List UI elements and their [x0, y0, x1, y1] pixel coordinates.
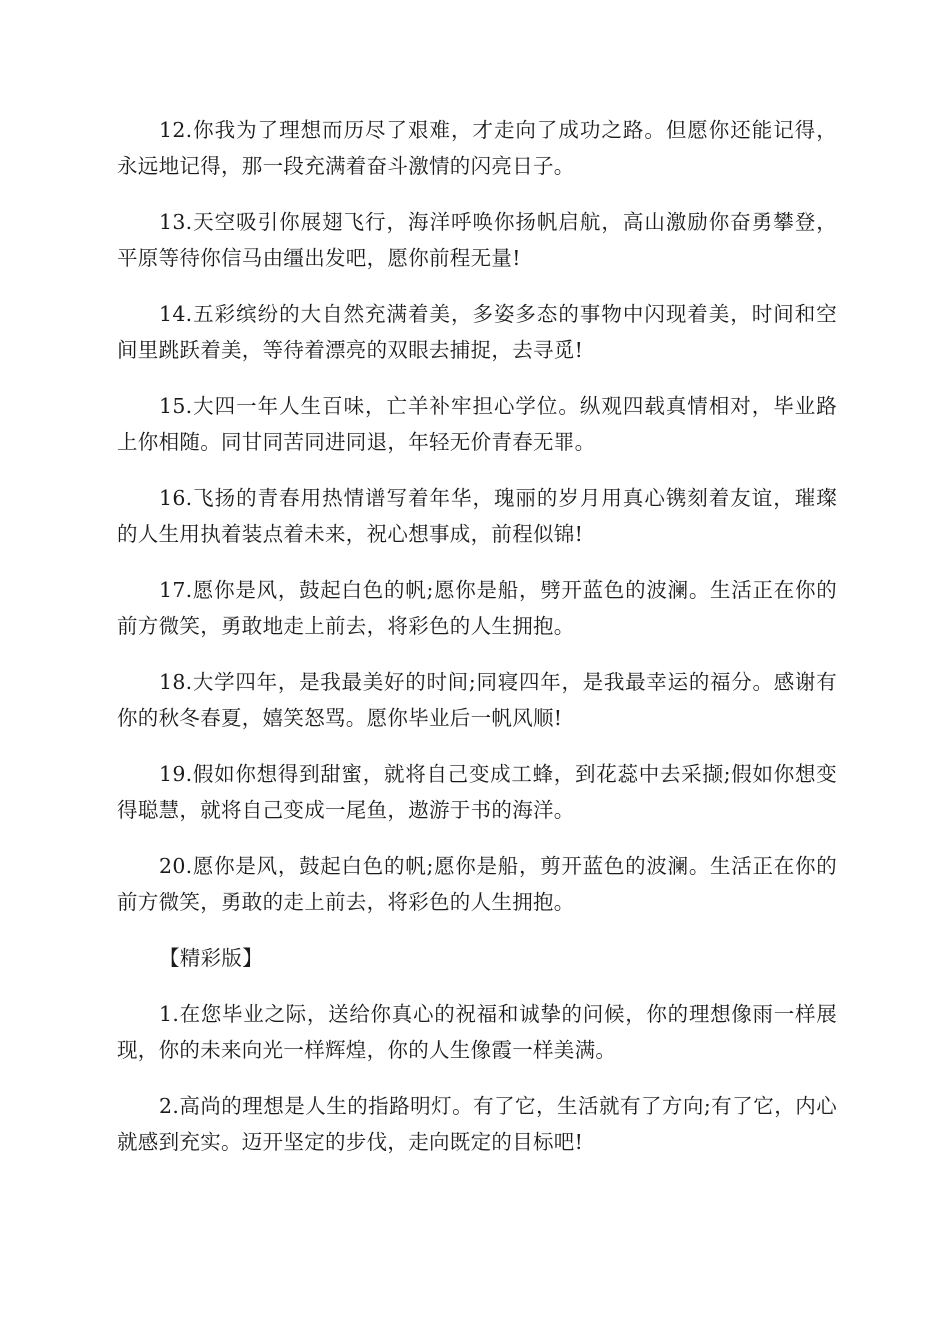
paragraph-15: 15.大四一年人生百味，亡羊补牢担心学位。纵观四载真情相对，毕业路上你相随。同甘同苦同进同退，年轻无价青春无罪。 — [117, 394, 837, 454]
paragraph-16: 16.飞扬的青春用热情谱写着年华，瑰丽的岁月用真心镌刻着友谊，璀璨的人生用执着装点着未来，祝心想事成，前程似锦! — [117, 486, 837, 546]
document-body — [117, 112, 837, 1180]
paragraph-19: 19.假如你想得到甜蜜，就将自己变成工蜂，到花蕊中去采撷;假如你想变得聪慧，就将自己变成一尾鱼，遨游于书的海洋。 — [117, 762, 837, 822]
paragraph-17: 17.愿你是风，鼓起白色的帆;愿你是船，劈开蓝色的波澜。生活正在你的前方微笑，勇敢地走上前去，将彩色的人生拥抱。 — [117, 578, 837, 638]
paragraph-12: 12.你我为了理想而历尽了艰难，才走向了成功之路。但愿你还能记得，永远地记得，那一段充满着奋斗激情的闪亮日子。 — [117, 118, 837, 178]
paragraph-18: 18.大学四年，是我最美好的时间;同寝四年，是我最幸运的福分。感谢有你的秋冬春夏，嬉笑怒骂。愿你毕业后一帆风顺! — [117, 670, 837, 730]
paragraph-2: 2.高尚的理想是人生的指路明灯。有了它，生活就有了方向;有了它，内心就感到充实。迈开坚定的步伐，走向既定的目标吧! — [117, 1094, 837, 1154]
paragraph-14: 14.五彩缤纷的大自然充满着美，多姿多态的事物中闪现着美，时间和空间里跳跃着美，等待着漂亮的双眼去捕捉，去寻觅! — [117, 302, 837, 362]
paragraph-20: 20.愿你是风，鼓起白色的帆;愿你是船，剪开蓝色的波澜。生活正在你的前方微笑，勇敢的走上前去，将彩色的人生拥抱。 — [117, 854, 837, 914]
paragraph-13: 13.天空吸引你展翅飞行，海洋呼唤你扬帆启航，高山激励你奋勇攀登，平原等待你信马由缰出发吧，愿你前程无量! — [117, 210, 837, 270]
section-heading: 【精彩版】 — [159, 946, 263, 970]
paragraph-1: 1.在您毕业之际，送给你真心的祝福和诚挚的问候，你的理想像雨一样展现，你的未来向光一样辉煌，你的人生像霞一样美满。 — [117, 1002, 837, 1062]
